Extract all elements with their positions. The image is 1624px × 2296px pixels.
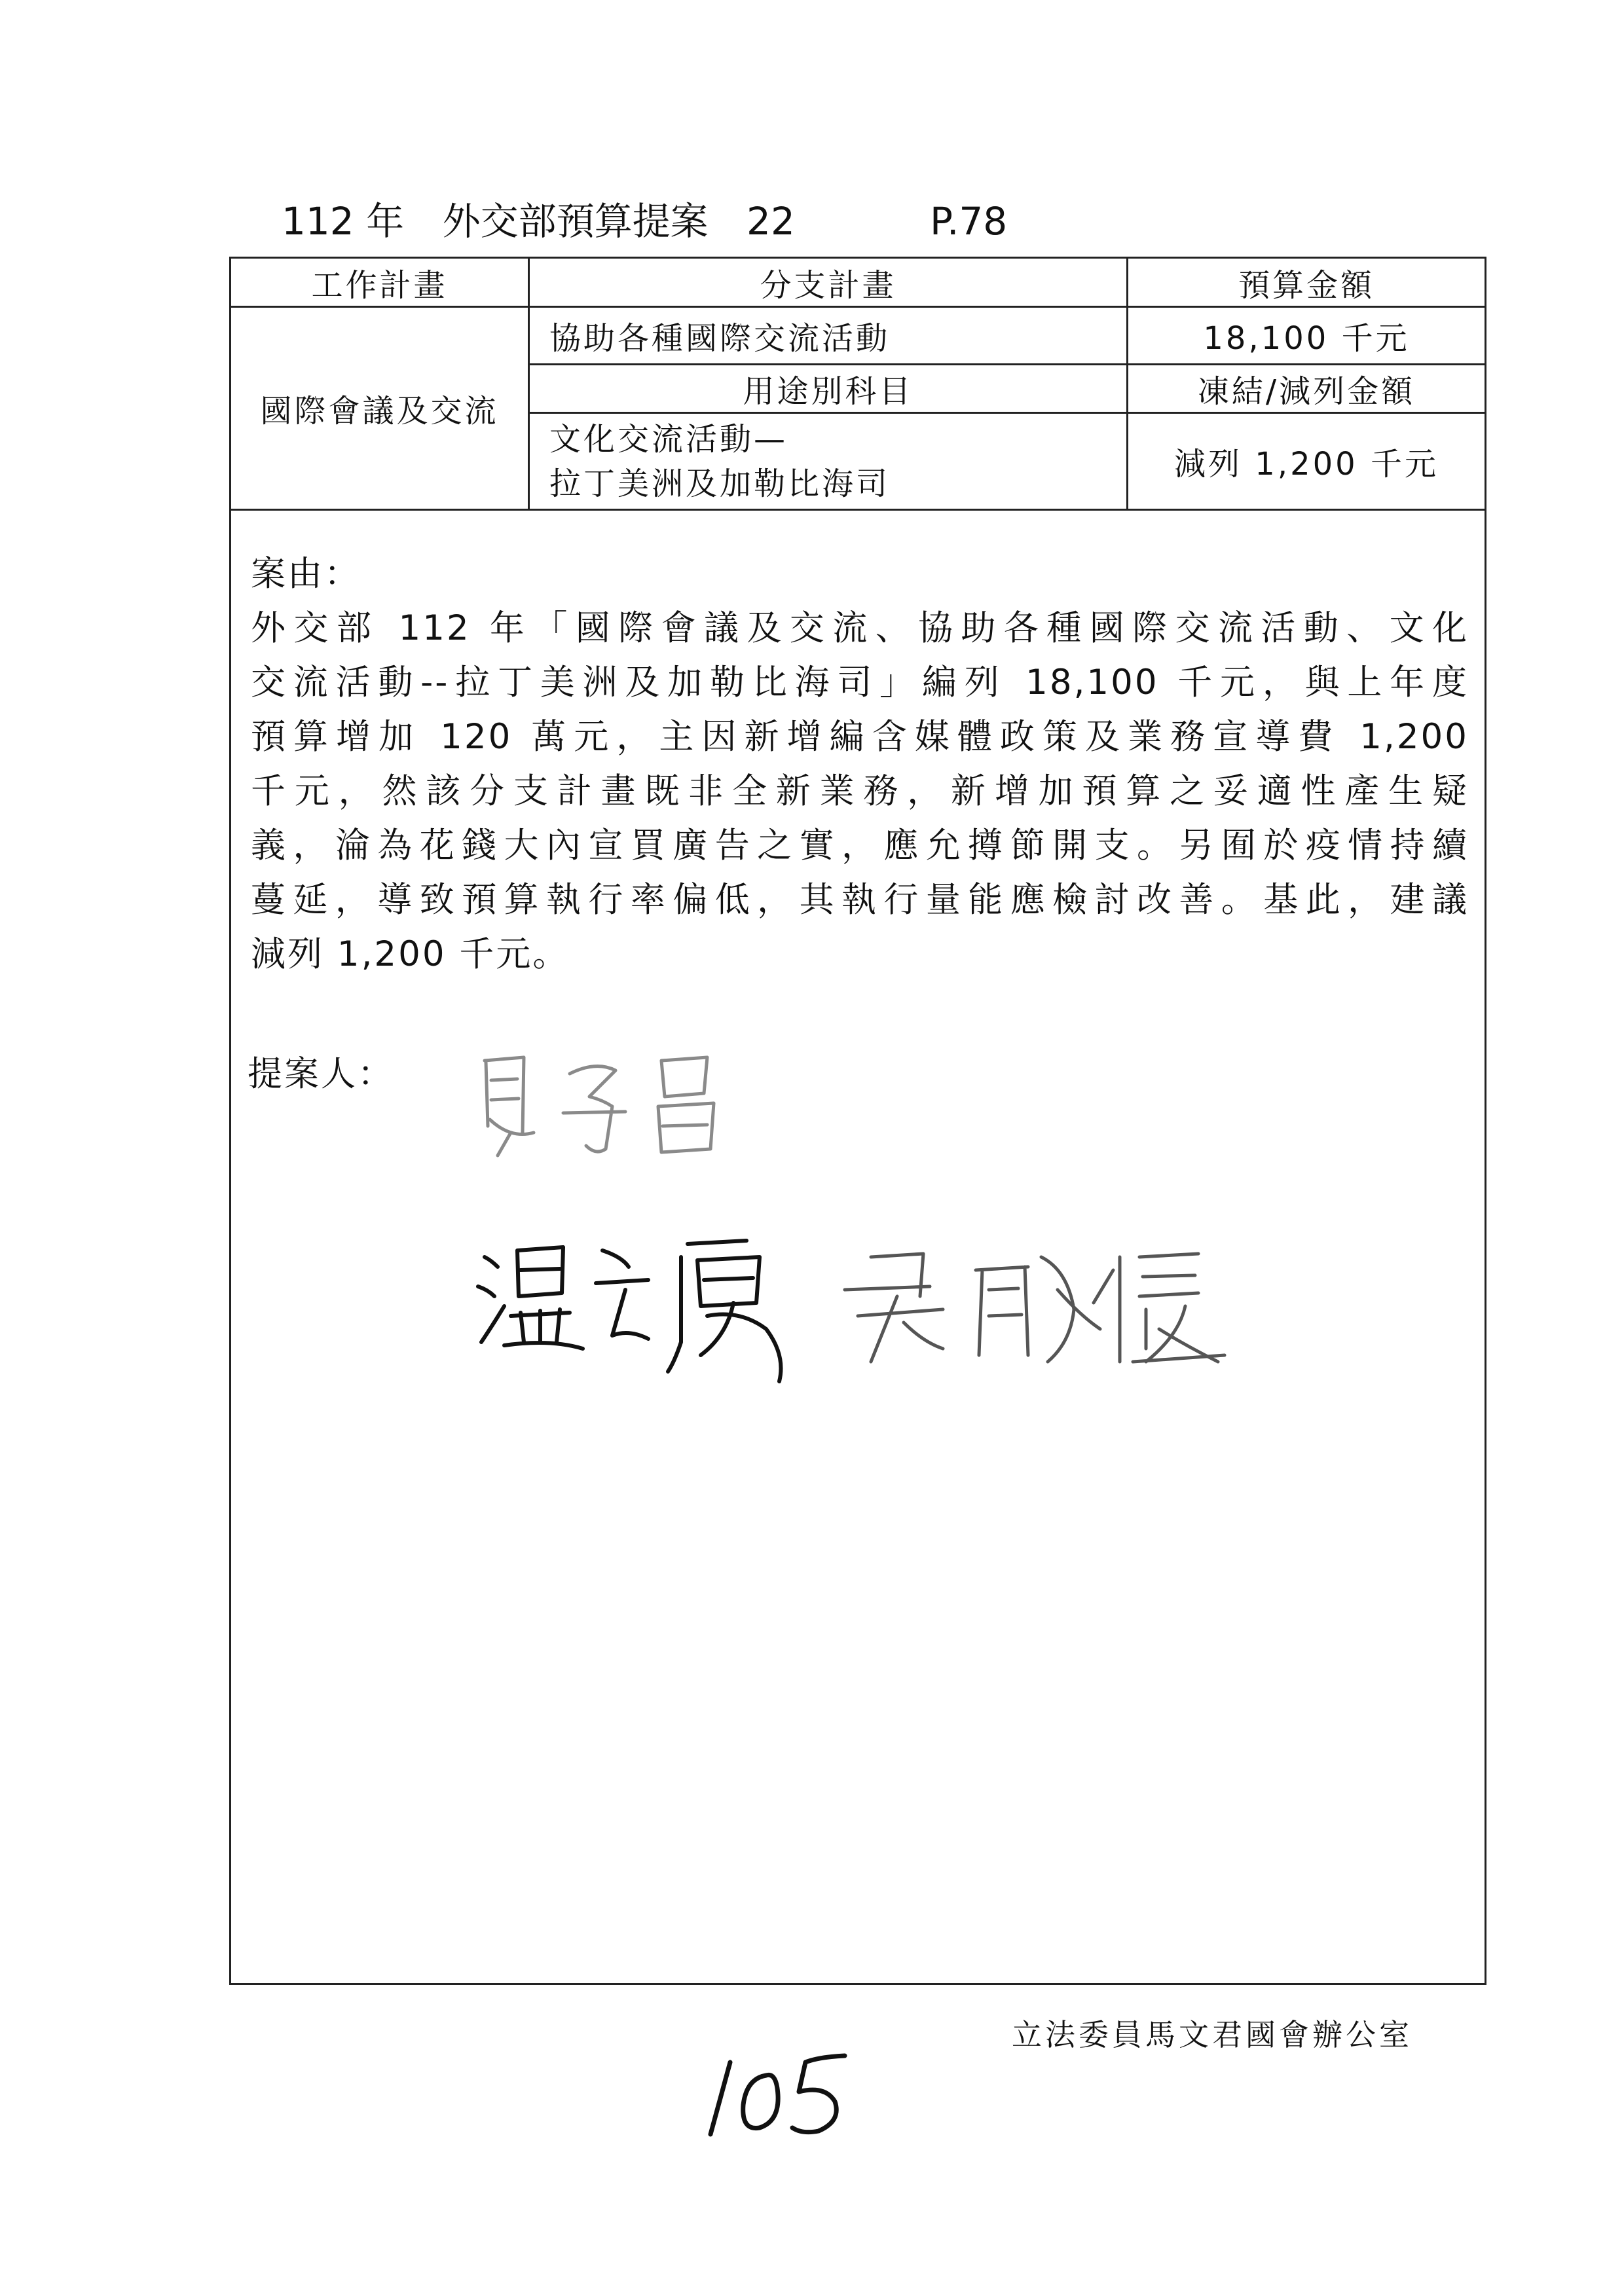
reason-line: 預算增加 120 萬元，主因新增編含媒體政策及業務宣導費 1,200 bbox=[251, 717, 1469, 757]
reduction-value: 減列 1,200 千元 bbox=[1174, 446, 1439, 483]
reason-line: 減列 1,200 千元。 bbox=[251, 934, 570, 974]
branch-plan-value: 協助各種國際交流活動 bbox=[549, 320, 891, 357]
signature-1 bbox=[471, 1034, 747, 1172]
budget-amount-value: 18,100 千元 bbox=[1203, 320, 1410, 357]
reason-label: 案由： bbox=[251, 554, 361, 594]
purpose-header: 用途別科目 bbox=[743, 373, 913, 410]
title-text: 外交部預算提案 bbox=[442, 199, 709, 244]
proposal-number: 22 bbox=[747, 199, 795, 244]
reason-text bbox=[251, 601, 1469, 981]
signature-2 bbox=[471, 1231, 812, 1394]
header-budget-amount: 預算金額 bbox=[1238, 266, 1375, 304]
reason-section bbox=[251, 547, 1469, 981]
proposal-form bbox=[229, 257, 1486, 1985]
proposer-label: 提案人： bbox=[248, 1054, 394, 1094]
reason-line: 義，淪為花錢大內宣買廣告之實，應允撙節開支。另囿於疫情持續 bbox=[251, 826, 1469, 866]
table-rule bbox=[231, 509, 1485, 511]
purpose-line-2: 拉丁美洲及加勒比海司 bbox=[549, 465, 891, 502]
purpose-line-1: 文化交流活動— bbox=[549, 420, 788, 458]
title-year: 112 年 bbox=[282, 199, 405, 244]
document-title bbox=[282, 195, 1008, 247]
office-name: 立法委員馬文君國會辦公室 bbox=[1012, 2017, 1412, 2052]
reason-line: 千元，然該分支計畫既非全新業務，新增加預算之妥適性產生疑 bbox=[251, 771, 1469, 811]
signature-3 bbox=[832, 1231, 1238, 1381]
purpose-value bbox=[530, 414, 1126, 509]
header-branch-plan: 分支計畫 bbox=[760, 266, 896, 304]
work-plan-value: 國際會議及交流 bbox=[260, 393, 499, 429]
handwritten-page-number bbox=[694, 2043, 864, 2141]
reason-line: 蔓延，導致預算執行率偏低，其執行量能應檢討改善。基此，建議 bbox=[251, 880, 1469, 920]
page-reference: P.78 bbox=[930, 199, 1008, 244]
header-work-plan: 工作計畫 bbox=[311, 266, 448, 304]
reason-line: 交流活動--拉丁美洲及加勒比海司」編列 18,100 千元，與上年度 bbox=[251, 663, 1469, 702]
freeze-header: 凍結/減列金額 bbox=[1197, 373, 1416, 410]
reason-line: 外交部 112 年「國際會議及交流、協助各種國際交流活動、文化 bbox=[251, 608, 1469, 648]
budget-table bbox=[231, 259, 1485, 514]
